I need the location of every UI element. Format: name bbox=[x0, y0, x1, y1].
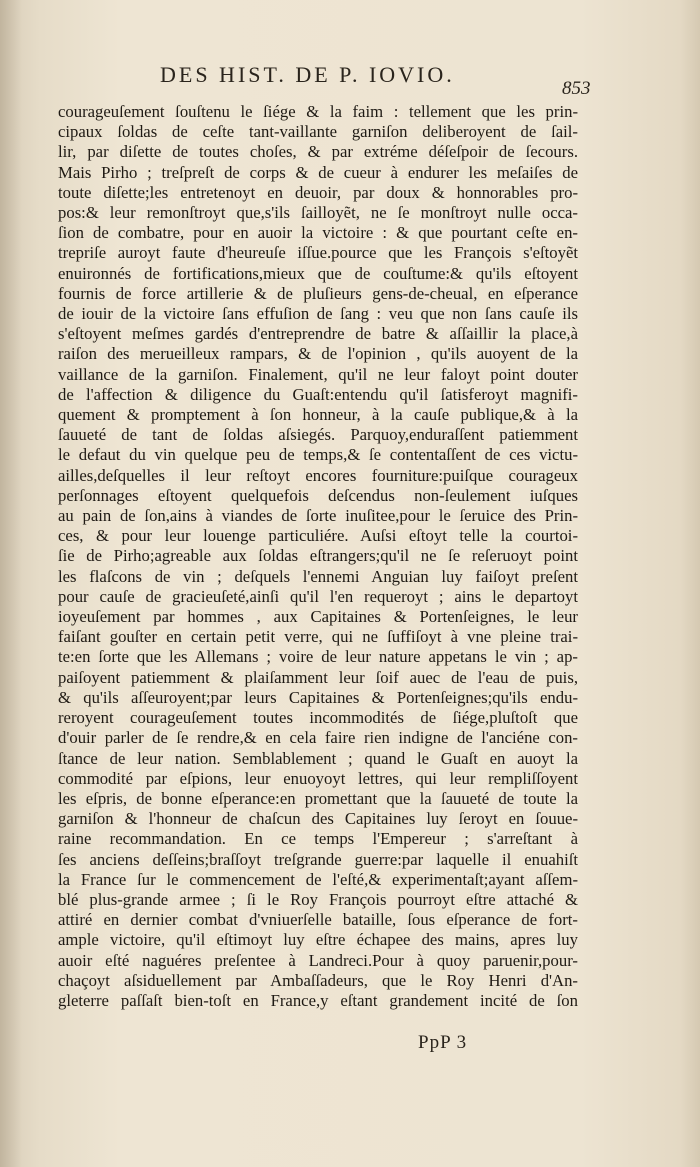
text-line: ample victoire, qu'il eſtimoyt luy eſtre échapee des mains, apres luy bbox=[58, 930, 578, 950]
text-line: cipaux ſoldas de ceſte tant-vaillante garniſon deliberoyent de ſail- bbox=[58, 122, 578, 142]
text-line: les flaſcons de vin ; deſquels l'ennemi Anguian luy faiſoyt preſent bbox=[58, 566, 578, 586]
text-line: courageuſement ſouſtenu le ſiége & la faim : tellement que les prin- bbox=[58, 102, 578, 121]
text-line: pour cauſe de gracieuſeté,ainſi qu'il l'en requeroyt ; ains le departoyt bbox=[58, 586, 578, 606]
text-line: vaillance de la garniſon. Finalement, qu'il ne leur faloyt point douter bbox=[58, 364, 578, 384]
text-line: gleterre paſſaſt bien-toſt en France,y eſtant grandement incité de ſon bbox=[58, 990, 578, 1010]
text-line: de iouir de la victoire ſans effuſion de ſang : veu que non ſans cauſe ils bbox=[58, 304, 578, 324]
text-line: ſauueté de tant de ſoldas aſsiegés. Parquoy,enduraſſent patiemment bbox=[58, 425, 578, 445]
text-line: la France ſur le commencement de l'eſté,& experimentaſt;ayant aſſem- bbox=[58, 869, 578, 889]
text-line: trepriſe auroyt faute d'heureuſe iſſue.pource que les François s'eſtoyẽt bbox=[58, 243, 578, 263]
text-line: ailles,deſquelles il leur reſtoyt encores fourniture:puiſque courageux bbox=[58, 465, 578, 485]
text-line: Mais Pirho ; treſpreſt de corps & de cueur à endurer les meſaiſes de bbox=[58, 162, 578, 182]
text-line: & qu'ils aſſeuroyent;par leurs Capitaines & Portenſeignes;qu'ils endu- bbox=[58, 687, 578, 707]
text-line: ces, & pour leur louenge particuliére. Auſsi eſtoyt telle la courtoi- bbox=[58, 526, 578, 546]
text-line: auoir eſté naguéres preſentee à Landreci.Pour à quoy paruenir,pour- bbox=[58, 950, 578, 970]
text-line: blé plus-grande armee ; ſi le Roy François pourroyt eſtre attaché & bbox=[58, 889, 578, 909]
text-line: d'ouir parler de ſe rendre,& en cela faire rien indigne de l'anciéne con- bbox=[58, 728, 578, 748]
text-line: commodité par eſpions, leur enuoyoyt lettres, qui leur rempliſſoyent bbox=[58, 768, 578, 788]
text-line: de l'affection & diligence du Guaſt:entendu qu'il ſatisferoyt magnifi- bbox=[58, 384, 578, 404]
text-line: pos:& leur remonſtroyt que,s'ils ſailloyẽt, ne ſe monſtroyt nulle occa- bbox=[58, 203, 578, 223]
text-line: faiſant gouſter en certain petit verre, qui ne ſuffiſoyt à vne pleine trai- bbox=[58, 627, 578, 647]
text-line: paiſoyent patiemment & plaiſamment leur ſoif auec de l'eau de puis, bbox=[58, 667, 578, 687]
text-line: le defaut du vin quelque peu de temps,& ſe contentaſſent de ces victu- bbox=[58, 445, 578, 465]
text-line: ſes anciens deſſeins;braſſoyt treſgrande guerre:par laquelle il enuahiſt bbox=[58, 849, 578, 869]
page-gutter-shadow bbox=[0, 0, 22, 1167]
text-line: toute diſette;les entretenoyt en deuoir, par doux & honnorables pro- bbox=[58, 182, 578, 202]
text-line: s'eſtoyent meſmes gardés d'entreprendre de batre & aſſaillir la place,à bbox=[58, 324, 578, 344]
text-line: ſtance de leur nation. Semblablement ; quand le Guaſt en auoyt la bbox=[58, 748, 578, 768]
text-line: garniſon & l'honneur de chaſcun des Capitaines luy ſeroyt en ſouue- bbox=[58, 809, 578, 829]
text-line: attiré en dernier combat d'vniuerſelle bataille, ſous eſperance de fort- bbox=[58, 910, 578, 930]
text-line: chaçoyt aſsiduellement par Ambaſſadeurs, que le Roy Henri d'An- bbox=[58, 970, 578, 990]
text-line: raine recommandation. En ce temps l'Empereur ; s'arreſtant à bbox=[58, 829, 578, 849]
body-text-column bbox=[58, 102, 578, 1011]
text-line: lir, par diſette de toutes choſes, & par extréme déſeſpoir de ſecours. bbox=[58, 142, 578, 162]
text-line: enuironnés de fortifications,mieux que de couſtume:& qu'ils eſtoyent bbox=[58, 263, 578, 283]
text-line: fournis de force artillerie & de pluſieurs gens-de-cheual, en eſperance bbox=[58, 283, 578, 303]
text-line: les eſpris, de bonne eſperance:en promettant que la ſauueté de toute la bbox=[58, 788, 578, 808]
text-line: perſonnages eſtoyent quelquefois deſcendus non-ſeulement iuſques bbox=[58, 485, 578, 505]
text-line: te:en ſorte que les Allemans ; voire de leur nature appetans le vin ; ap- bbox=[58, 647, 578, 667]
text-line: au pain de ſon,ains à viandes de ſorte inuſitee,pour le ſeruice des Prin- bbox=[58, 506, 578, 526]
text-line: ioyeuſement par hommes , aux Capitaines & Portenſeignes, le leur bbox=[58, 607, 578, 627]
running-title: DES HIST. DE P. IOVIO. bbox=[160, 62, 455, 87]
text-line: quement & promptement à ſon honneur, à la cauſe publique,& à la bbox=[58, 405, 578, 425]
text-line: ſion de combatre, pour en auoir la victoire : & que pourtant ceſte en- bbox=[58, 223, 578, 243]
page-number: 853 bbox=[562, 78, 591, 99]
text-line: raiſon des merueilleux rampars, & de l'opinion , qu'ils auoyent de la bbox=[58, 344, 578, 364]
text-line: ſie de Pirho;agreable aux ſoldas eſtrangers;qu'il ne ſe reſeruoyt point bbox=[58, 546, 578, 566]
signature-mark: PpP 3 bbox=[418, 1032, 468, 1053]
text-line: reroyent courageuſement toutes incommodités de ſiége,pluſtoſt que bbox=[58, 708, 578, 728]
